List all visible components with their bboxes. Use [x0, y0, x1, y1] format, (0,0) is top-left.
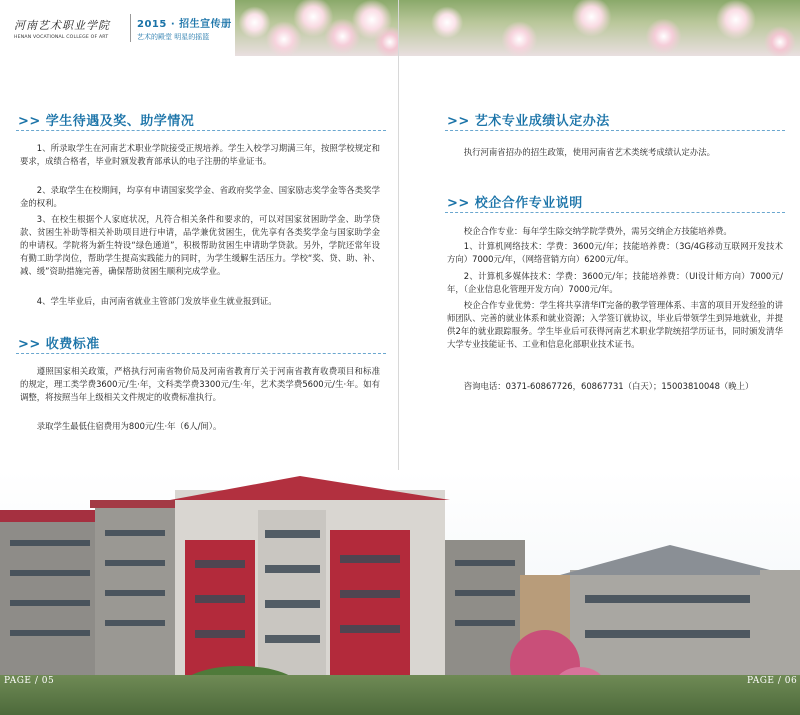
paragraph: 3、在校生根据个人家庭状况，凡符合相关条件和要求的，可以对国家贫困助学金、助学贷款、贫困生补助等相关补助项目进行申请，品学兼优贫困生，优先享有各类奖学金与国家助学金的申请权。学院将为新生特设“绿色通道”，积极帮助贫困生申请助学贷款。另外，学院还常年设有勤工助学岗位，帮助学生提高实践能力的同时，为学生缓解生活压力。学校“奖、贷、助、补、减、缓”资助措施完善，确保帮助贫困生顺利完成学业。 [20, 214, 380, 276]
page-number-right: PAGE / 06 [747, 676, 798, 686]
paragraph: 1、计算机网络技术：学费：3600元/年；技能培养费：（3G/4G移动互联网开发技术方向）7000元/年，（网络营销方向）6200元/年。 [447, 241, 783, 264]
paragraph: 4、学生毕业后，由河南省就业主管部门发放毕业生就业报到证。 [36, 296, 277, 306]
paragraph: 校企合作专业优势：学生将共享清华IT完备的教学管理体系、丰富的项目开发经验的讲师团队、完善的就业体系和就业资源；入学签订就协议，毕业后带领学生到异地就业，并提供2年的就业跟踪服务。学生毕业后可获得河南艺术职业学院统招学历证书，同时颁发清华大学专业技能证书、工业和信息化部职业技术证书。 [447, 300, 783, 349]
paragraph: 1、所录取学生在河南艺术职业学院接受正规培养。学生入校学习期满三年，按照学校规定和要求，成绩合格者，毕业时颁发教育部承认的电子注册的毕业证书。 [20, 143, 380, 166]
section-heading-benefits: >> 学生待遇及奖、助学情况 [18, 114, 195, 129]
paragraph: 2、录取学生在校期间，均享有申请国家奖学金、省政府奖学金、国家励志奖学金等各类奖学金的权利。 [20, 185, 380, 208]
section-heading-art-scores: >> 艺术专业成绩认定办法 [447, 114, 610, 129]
section-divider [16, 353, 386, 354]
campus-building-photo [0, 470, 800, 715]
college-logo [14, 17, 126, 40]
paragraph: 执行河南省招办的招生政策，使用河南省艺术类统考成绩认定办法。 [463, 147, 716, 157]
paragraph: 校企合作专业：每年学生除交纳学院学费外，需另交纳企方技能培养费。 [463, 226, 732, 236]
brochure-title: 2015 · 招生宣传册 [137, 18, 232, 30]
header-divider [130, 14, 131, 42]
cherry-blossom-banner [235, 0, 398, 56]
section-heading-cooperation: >> 校企合作专业说明 [447, 196, 583, 211]
header-titles [137, 15, 232, 42]
photo-ground [0, 675, 800, 715]
section-divider [445, 130, 785, 131]
cherry-blossom-banner [399, 0, 800, 56]
logo-chinese: 河南艺术职业学院 [14, 18, 110, 32]
logo-english: HENAN VOCATIONAL COLLEGE OF ART [14, 34, 109, 40]
brochure-subtitle: 艺术的殿堂 明星的摇篮 [137, 32, 210, 41]
page-number-left: PAGE / 05 [4, 676, 55, 686]
paragraph: 2、计算机多媒体技术：学费：3600元/年；技能培养费：（UI设计师方向）7000元/年，（企业信息化管理开发方向）7000元/年。 [447, 271, 783, 294]
paragraph: 录取学生最低住宿费用为800元/生·年（6人/间）。 [36, 421, 222, 431]
contact-phone: 咨询电话：0371-60867726，60867731（白天）；15003810048（晚上） [463, 381, 754, 391]
section-divider [16, 130, 386, 131]
paragraph: 遵照国家相关政策，严格执行河南省物价局及河南省教育厅关于河南省教育收费项目和标准的规定，理工类学费3600元/生·年，文科类学费3300元/生·年，艺术类学费5600元/生·年。如有调整，将按照当年上级相关文件规定的收费标准执行。 [20, 366, 380, 402]
section-heading-fees: >> 收费标准 [18, 337, 100, 352]
section-divider [445, 212, 785, 213]
